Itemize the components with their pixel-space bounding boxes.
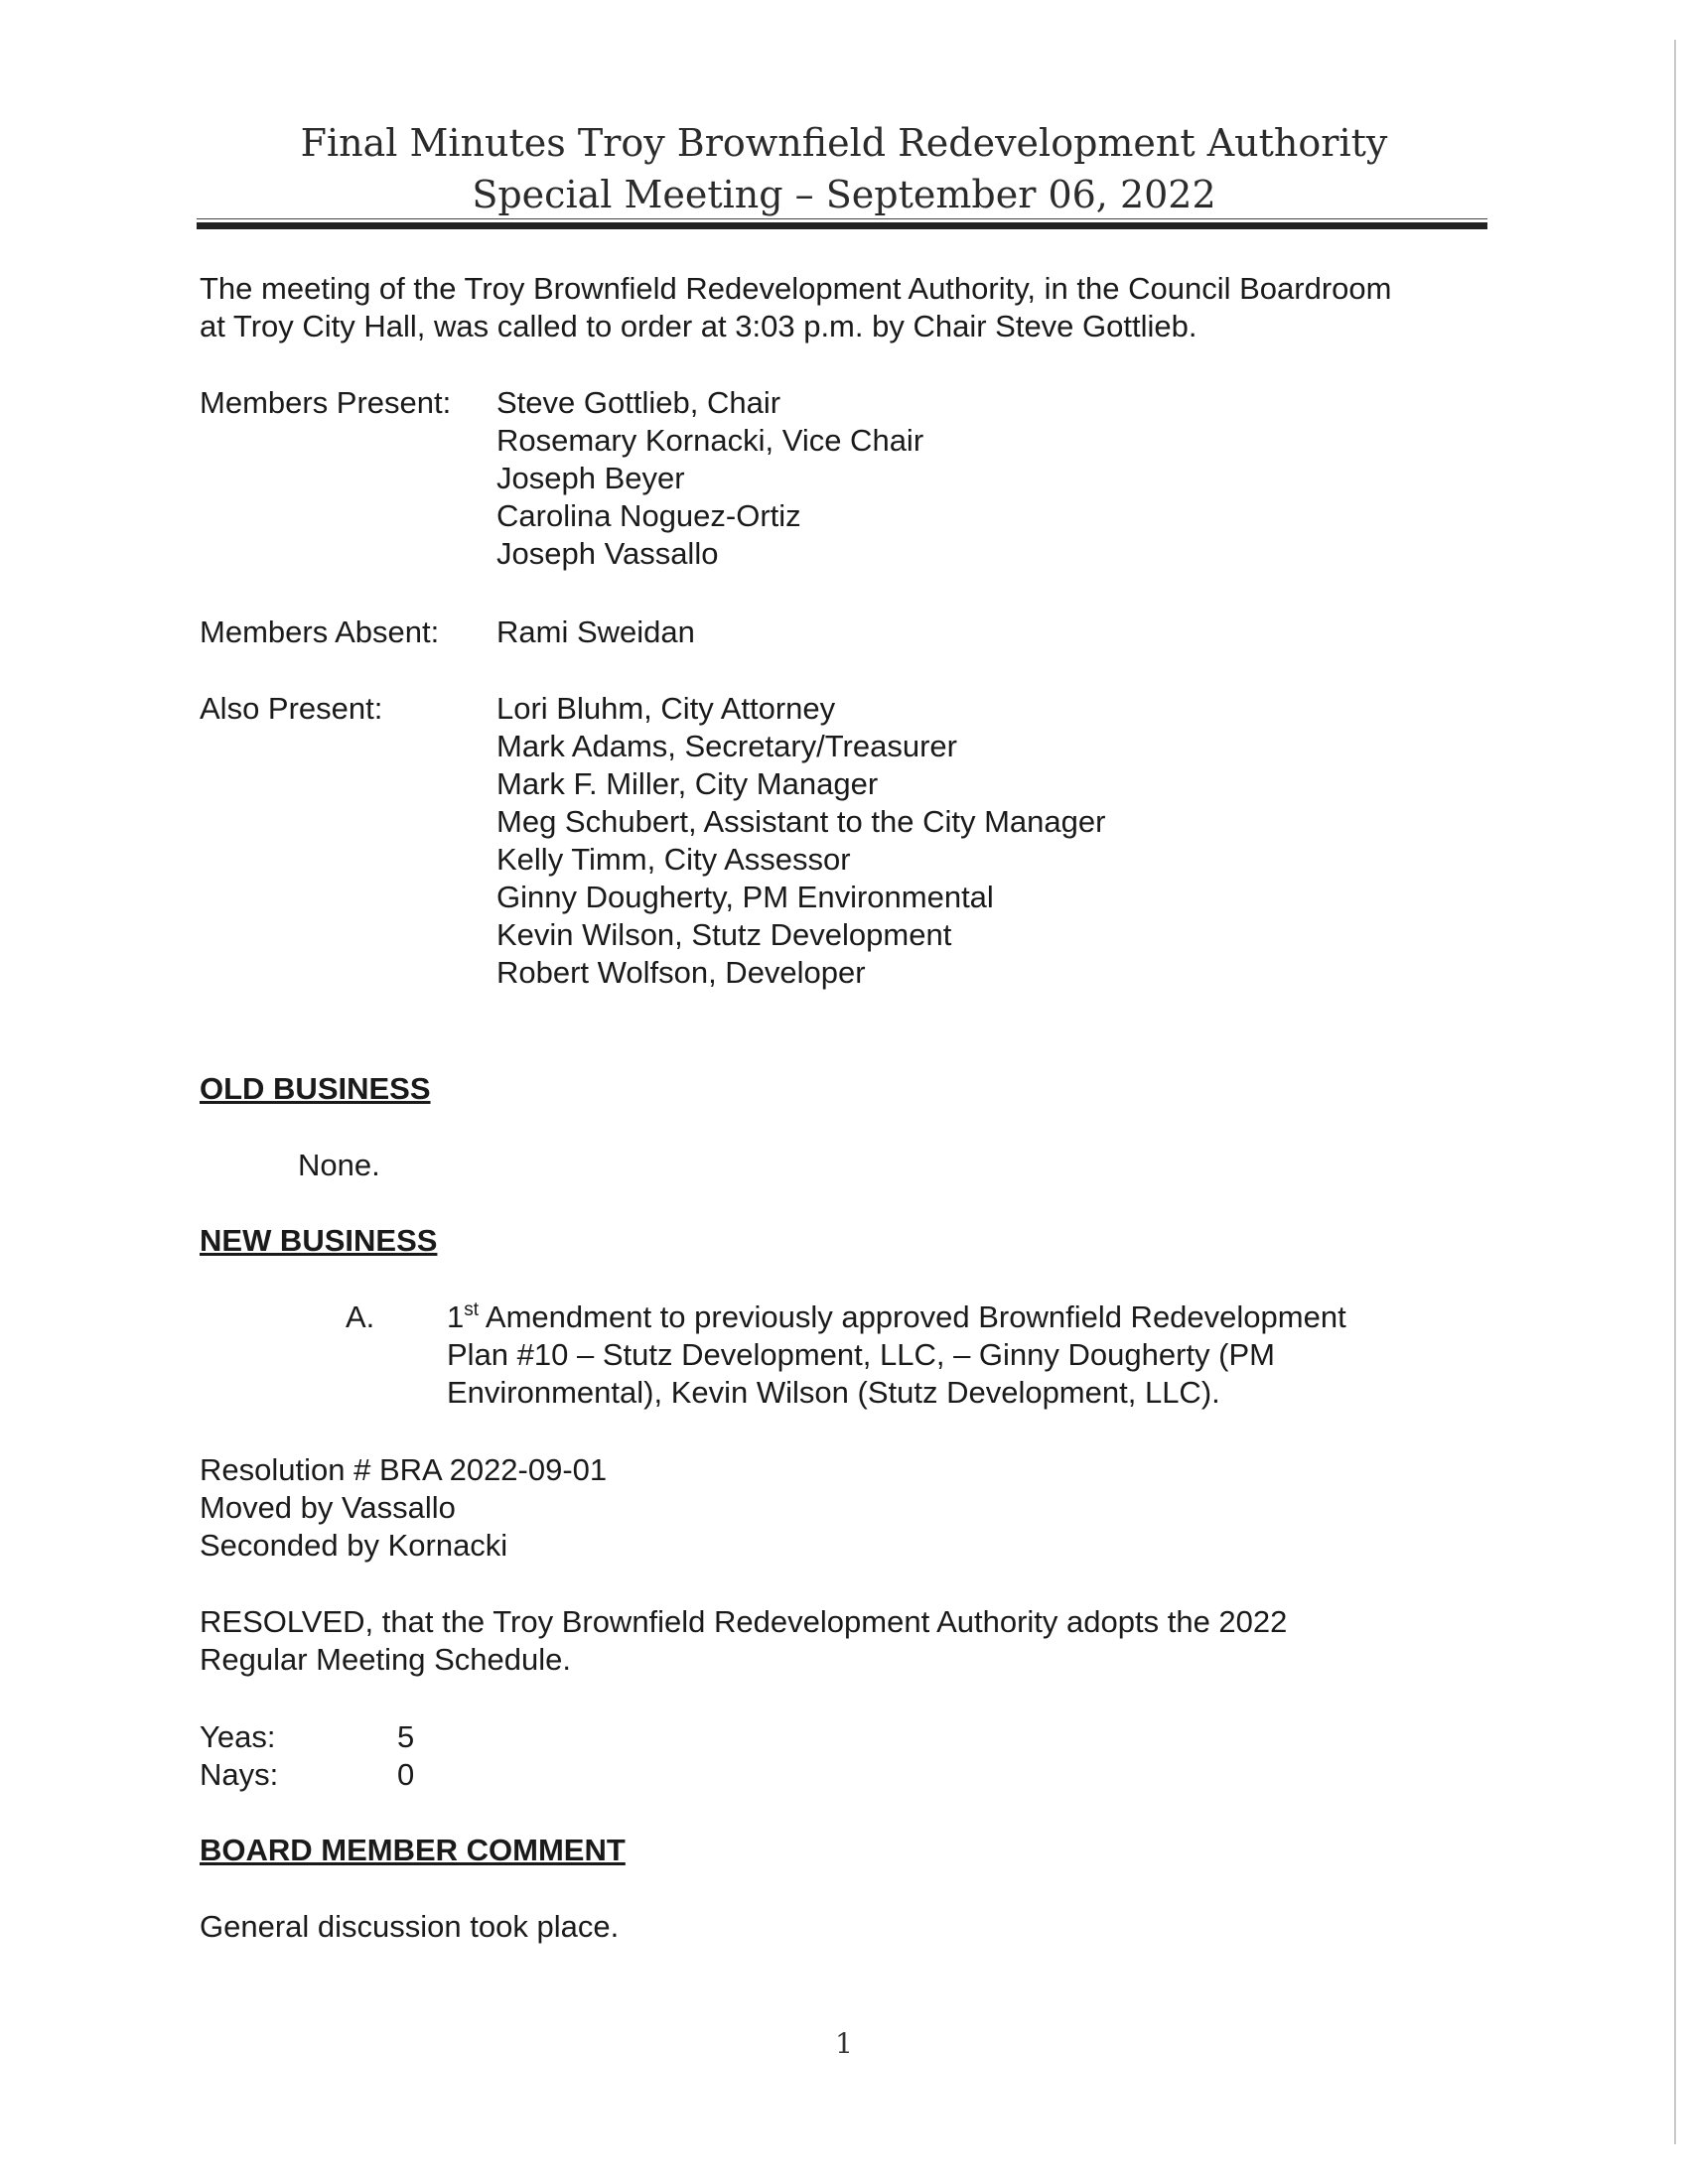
resolution-seconded: Seconded by Kornacki bbox=[200, 1528, 508, 1563]
new-business-heading: NEW BUSINESS bbox=[200, 1223, 438, 1258]
also-present-item: Kevin Wilson, Stutz Development bbox=[496, 917, 952, 952]
members-absent-list bbox=[496, 614, 1390, 651]
item-line-1-rest: Amendment to previously approved Brownfield Redevelopment bbox=[479, 1299, 1346, 1334]
also-present-item: Mark Adams, Secretary/Treasurer bbox=[496, 729, 957, 763]
page-number: 1 bbox=[835, 2027, 853, 2060]
title-line-1: Final Minutes Troy Brownfield Redevelopment Authority bbox=[300, 121, 1388, 165]
new-business-item-text bbox=[447, 1298, 1440, 1412]
also-present-item: Kelly Timm, City Assessor bbox=[496, 842, 851, 877]
title-line-2: Special Meeting – September 06, 2022 bbox=[472, 173, 1216, 216]
member-present-item: Steve Gottlieb, Chair bbox=[496, 385, 781, 420]
nays-value: 0 bbox=[397, 1757, 415, 1792]
also-present-label: Also Present: bbox=[200, 691, 383, 726]
board-comment-text: General discussion took place. bbox=[200, 1909, 620, 1944]
resolved-line-2: Regular Meeting Schedule. bbox=[200, 1642, 571, 1677]
resolution-moved: Moved by Vassallo bbox=[200, 1490, 456, 1525]
resolution-block bbox=[200, 1451, 1093, 1565]
members-present-list bbox=[496, 384, 1390, 573]
also-present-item: Meg Schubert, Assistant to the City Manager bbox=[496, 804, 1106, 839]
old-business-text: None. bbox=[298, 1148, 380, 1182]
also-present-list bbox=[496, 690, 1390, 992]
scan-edge-line bbox=[1674, 40, 1676, 2144]
resolved-paragraph bbox=[200, 1603, 1490, 1679]
member-present-item: Rosemary Kornacki, Vice Chair bbox=[496, 423, 924, 458]
member-present-item: Joseph Vassallo bbox=[496, 536, 719, 571]
intro-line-2: at Troy City Hall, was called to order at 3:03 p.m. by Chair Steve Gottlieb. bbox=[200, 309, 1197, 343]
resolved-line-1: RESOLVED, that the Troy Brownfield Redevelopment Authority adopts the 2022 bbox=[200, 1604, 1288, 1639]
nays-label: Nays: bbox=[200, 1757, 279, 1792]
members-absent-label: Members Absent: bbox=[200, 614, 440, 649]
member-absent-item: Rami Sweidan bbox=[496, 614, 695, 649]
item-ordinal: 1 bbox=[447, 1299, 465, 1334]
also-present-item: Ginny Dougherty, PM Environmental bbox=[496, 880, 994, 914]
item-ordinal-suffix: st bbox=[464, 1299, 480, 1320]
also-present-item: Robert Wolfson, Developer bbox=[496, 955, 866, 990]
title-rule-thin bbox=[197, 218, 1487, 219]
yeas-label: Yeas: bbox=[200, 1719, 276, 1754]
members-present-label: Members Present: bbox=[200, 385, 452, 420]
intro-paragraph bbox=[200, 270, 1510, 345]
member-present-item: Joseph Beyer bbox=[496, 461, 685, 495]
item-line-1 bbox=[447, 1298, 1440, 1336]
board-comment-heading: BOARD MEMBER COMMENT bbox=[200, 1833, 626, 1867]
old-business-heading: OLD BUSINESS bbox=[200, 1071, 431, 1106]
also-present-item: Lori Bluhm, City Attorney bbox=[496, 691, 836, 726]
member-present-item: Carolina Noguez-Ortiz bbox=[496, 498, 801, 533]
also-present-item: Mark F. Miller, City Manager bbox=[496, 766, 879, 801]
title-rule-thick bbox=[197, 222, 1487, 229]
item-line-3: Environmental), Kevin Wilson (Stutz Development, LLC). bbox=[447, 1375, 1220, 1410]
yeas-value: 5 bbox=[397, 1719, 415, 1754]
item-line-2: Plan #10 – Stutz Development, LLC, – Ginny Dougherty (PM bbox=[447, 1337, 1275, 1372]
new-business-item-letter: A. bbox=[346, 1299, 375, 1334]
document-title bbox=[0, 117, 1688, 220]
intro-line-1: The meeting of the Troy Brownfield Redevelopment Authority, in the Council Boardroom bbox=[200, 271, 1392, 306]
resolution-number: Resolution # BRA 2022-09-01 bbox=[200, 1452, 608, 1487]
